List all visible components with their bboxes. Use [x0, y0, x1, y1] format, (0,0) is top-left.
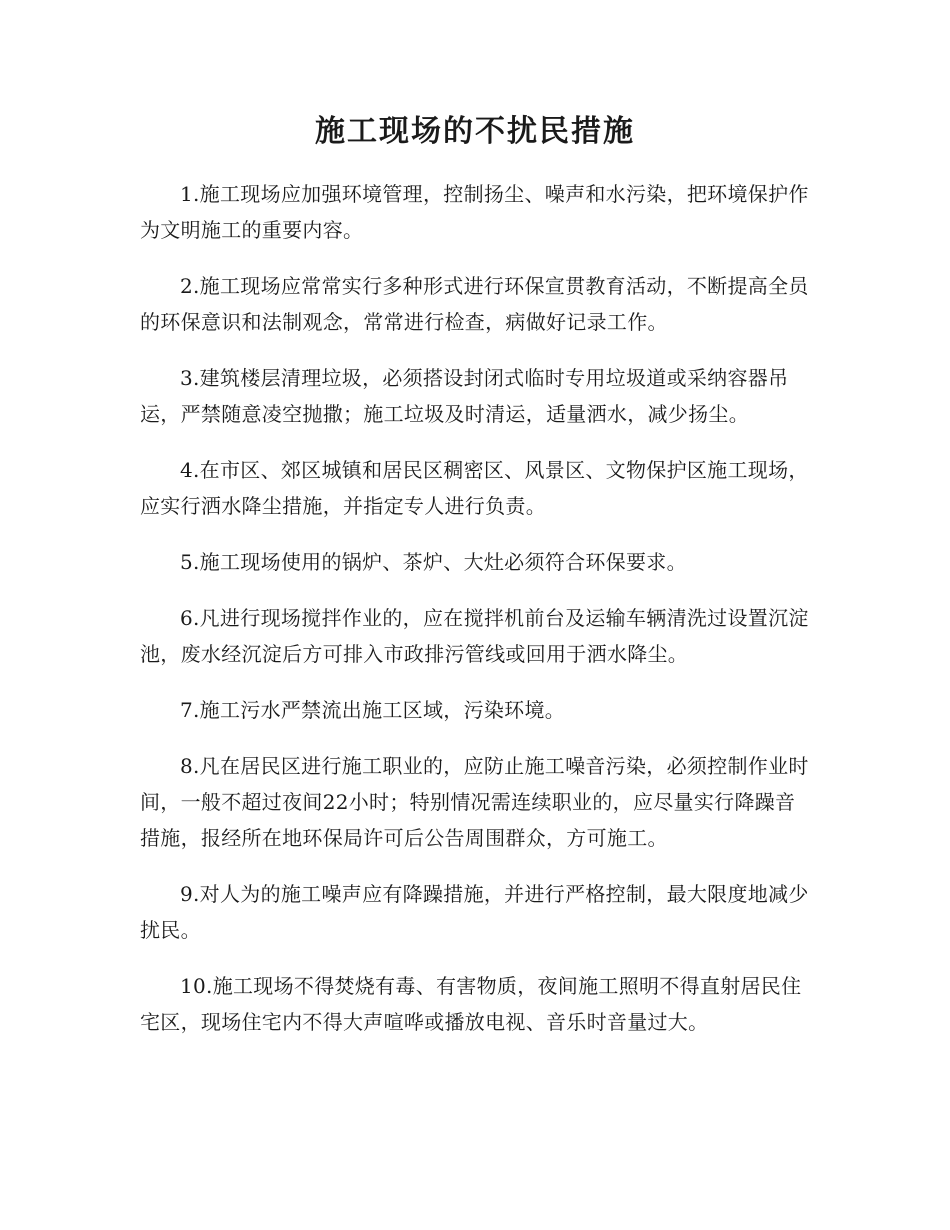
measure-list — [140, 176, 810, 1040]
measure-item-6: 6.凡进行现场搅拌作业的，应在搅拌机前台及运输车辆清洗过设置沉淀池，废水经沉淀后方可排入市政排污管线或回用于洒水降尘。 — [140, 606, 809, 666]
document-title: 施工现场的不扰民措施 — [315, 114, 635, 149]
measure-item-4: 4.在市区、郊区城镇和居民区稠密区、风景区、文物保护区施工现场，应实行洒水降尘措施，并指定专人进行负责。 — [140, 458, 809, 518]
measure-item-8: 8.凡在居民区进行施工职业的，应防止施工噪音污染，必须控制作业时间，一般不超过夜间22小时；特别情况需连续职业的，应尽量实行降躁音措施，报经所在地环保局许可后公告周围群众，方可施工。 — [140, 754, 809, 850]
measure-item-9: 9.对人为的施工噪声应有降躁措施，并进行严格控制，最大限度地减少扰民。 — [140, 882, 809, 942]
measure-item-5: 5.施工现场使用的锅炉、茶炉、大灶必须符合环保要求。 — [180, 550, 687, 574]
measure-item-7: 7.施工污水严禁流出施工区域，污染环境。 — [180, 698, 566, 722]
measure-item-1: 1.施工现场应加强环境管理，控制扬尘、噪声和水污染，把环境保护作为文明施工的重要内容。 — [140, 182, 809, 242]
measure-item-10: 10.施工现场不得焚烧有毒、有害物质，夜间施工照明不得直射居民住宅区，现场住宅内不得大声喧哗或播放电视、音乐时音量过大。 — [140, 974, 802, 1034]
measure-item-3: 3.建筑楼层清理垃圾，必须搭设封闭式临时专用垃圾道或采纳容器吊运，严禁随意凌空抛撒；施工垃圾及时清运，适量洒水，减少扬尘。 — [140, 366, 789, 426]
measure-item-2: 2.施工现场应常常实行多种形式进行环保宣贯教育活动，不断提高全员的环保意识和法制观念，常常进行检查，病做好记录工作。 — [140, 274, 809, 334]
